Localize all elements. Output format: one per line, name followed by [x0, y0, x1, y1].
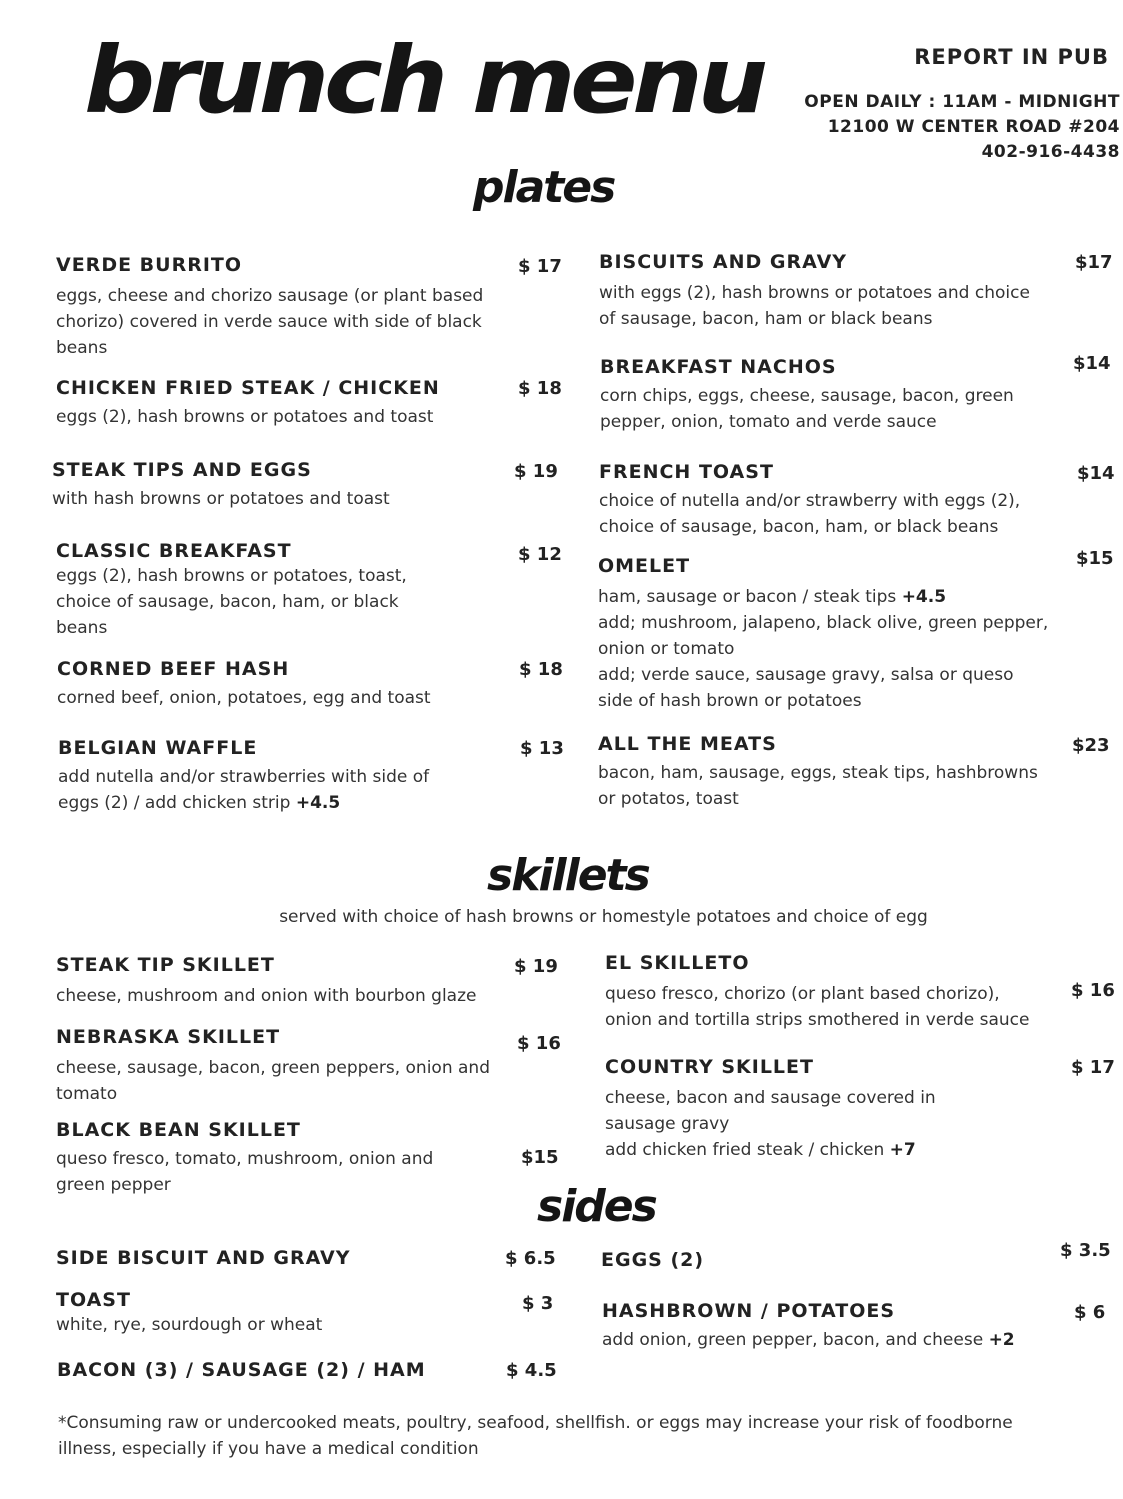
side-item-hashbrown-potatoes: [602, 1299, 1062, 1353]
item-name: CORNED BEEF HASH: [57, 658, 290, 680]
item-desc: with eggs (2), hash browns or potatoes and choice of sausage, bacon, ham or black beans: [599, 283, 1030, 329]
item-price: $ 12: [518, 544, 562, 565]
item-name: BELGIAN WAFFLE: [58, 737, 258, 759]
item-name: BLACK BEAN SKILLET: [56, 1119, 301, 1141]
item-name: BACON (3) / SAUSAGE (2) / HAM: [57, 1359, 426, 1381]
item-price: $ 16: [517, 1033, 561, 1054]
addon-price: +2: [988, 1330, 1015, 1350]
item-name: ALL THE MEATS: [598, 733, 777, 755]
item-price: $ 18: [519, 659, 563, 680]
item-price: $17: [1075, 252, 1113, 273]
item-name: FRENCH TOAST: [599, 461, 774, 483]
item-price: $15: [1076, 548, 1114, 569]
side-item-biscuit-gravy: [56, 1246, 350, 1270]
item-name: STEAK TIPS AND EGGS: [52, 459, 312, 481]
addon-price: +4.5: [295, 793, 341, 813]
menu-item-el-skilleto: [605, 951, 1050, 1033]
item-name: NEBRASKA SKILLET: [56, 1026, 281, 1048]
menu-item-nebraska-skillet: [56, 1025, 506, 1107]
item-name: HASHBROWN / POTATOES: [602, 1300, 896, 1322]
item-price: $14: [1073, 353, 1111, 374]
item-price: $ 17: [518, 256, 562, 277]
item-desc: cheese, bacon and sausage covered in sausage gravy add chicken fried steak / chicken +7: [605, 1088, 936, 1160]
item-price: $ 18: [518, 378, 562, 399]
item-desc: queso fresco, tomato, mushroom, onion and green pepper: [56, 1149, 434, 1195]
address: 12100 W CENTER ROAD #204: [827, 117, 1120, 137]
pub-name: REPORT IN PUB: [914, 45, 1109, 69]
item-price: $ 6: [1074, 1302, 1106, 1323]
item-desc: white, rye, sourdough or wheat: [56, 1315, 323, 1335]
item-desc: corn chips, eggs, cheese, sausage, bacon, green pepper, onion, tomato and verde sauce: [600, 386, 1014, 432]
item-desc: eggs (2), hash browns or potatoes and toast: [56, 407, 434, 427]
item-name: BISCUITS AND GRAVY: [599, 251, 848, 273]
menu-item-all-the-meats: [598, 732, 1058, 812]
sides-heading: sides: [537, 1181, 656, 1232]
menu-item-corned-beef-hash: [57, 657, 517, 711]
item-price: $14: [1077, 463, 1115, 484]
item-desc: bacon, ham, sausage, eggs, steak tips, hashbrowns or potatos, toast: [598, 763, 1038, 809]
item-desc: corned beef, onion, potatoes, egg and toast: [57, 688, 431, 708]
menu-item-belgian-waffle: [58, 736, 458, 816]
side-item-eggs: [601, 1248, 704, 1272]
side-item-toast: [56, 1288, 476, 1338]
menu-item-french-toast: [599, 460, 1049, 540]
item-name: OMELET: [598, 555, 691, 577]
menu-item-verde-burrito: [56, 253, 506, 361]
item-desc: eggs, cheese and chorizo sausage (or plant based chorizo) covered in verde sauce with side of black beans: [56, 286, 484, 358]
item-desc: queso fresco, chorizo (or plant based chorizo), onion and tortilla strips smothered in verde sauce: [605, 984, 1030, 1030]
item-price: $ 4.5: [506, 1360, 557, 1381]
menu-item-black-bean-skillet: [56, 1118, 456, 1198]
skillets-subtitle: served with choice of hash browns or homestyle potatoes and choice of egg: [279, 907, 928, 927]
item-price: $ 17: [1071, 1057, 1115, 1078]
item-name: EGGS (2): [601, 1249, 705, 1271]
menu-item-omelet: [598, 554, 1068, 714]
item-price: $ 19: [514, 461, 558, 482]
side-item-bacon-sausage-ham: [57, 1358, 426, 1382]
item-price: $ 19: [514, 956, 558, 977]
menu-item-classic-breakfast: [56, 539, 431, 641]
item-name: TOAST: [56, 1289, 131, 1311]
item-price: $ 16: [1071, 980, 1115, 1001]
item-name: CLASSIC BREAKFAST: [56, 540, 292, 562]
item-price: $ 6.5: [505, 1248, 556, 1269]
item-price: $15: [521, 1147, 559, 1168]
addon-price: +7: [889, 1140, 916, 1160]
skillets-heading: skillets: [487, 850, 649, 901]
menu-item-steak-tip-skillet: [56, 953, 506, 1009]
addon-price: +4.5: [901, 587, 947, 607]
contact-info: [804, 90, 1120, 165]
item-desc: cheese, mushroom and onion with bourbon glaze: [56, 986, 477, 1006]
item-desc: ham, sausage or bacon / steak tips +4.5 add; mushroom, jalapeno, black olive, green pepper, onion or tomato add; verde sauce, sausage gravy, salsa or queso side of hash brown or potatoes: [598, 587, 1049, 711]
item-name: BREAKFAST NACHOS: [600, 356, 837, 378]
item-price: $23: [1072, 735, 1110, 756]
menu-title: brunch menu: [84, 27, 763, 134]
item-name: EL SKILLETO: [605, 952, 750, 974]
menu-item-biscuits-gravy: [599, 250, 1039, 332]
menu-item-chicken-fried-steak: [56, 376, 516, 430]
hours: OPEN DAILY : 11AM - MIDNIGHT: [804, 92, 1120, 112]
item-desc: cheese, sausage, bacon, green peppers, onion and tomato: [56, 1058, 490, 1104]
disclaimer: *Consuming raw or undercooked meats, poultry, seafood, shellfish. or eggs may increase your risk of foodborne illness, especially if you have a medical condition: [58, 1413, 1013, 1459]
phone: 402-916-4438: [981, 142, 1120, 162]
item-name: STEAK TIP SKILLET: [56, 954, 275, 976]
item-name: COUNTRY SKILLET: [605, 1056, 814, 1078]
item-name: SIDE BISCUIT AND GRAVY: [56, 1247, 351, 1269]
item-desc: choice of nutella and/or strawberry with eggs (2), choice of sausage, bacon, ham, or black beans: [599, 491, 1021, 537]
item-name: CHICKEN FRIED STEAK / CHICKEN: [56, 377, 440, 399]
item-name: VERDE BURRITO: [56, 254, 243, 276]
item-price: $ 13: [520, 738, 564, 759]
item-desc: add onion, green pepper, bacon, and cheese +2: [602, 1330, 1015, 1350]
menu-item-country-skillet: [605, 1055, 965, 1163]
item-desc: eggs (2), hash browns or potatoes, toast, choice of sausage, bacon, ham, or black beans: [56, 566, 407, 638]
plates-heading: plates: [473, 162, 615, 213]
item-price: $ 3: [522, 1293, 554, 1314]
menu-item-breakfast-nachos: [600, 355, 1040, 435]
item-price: $ 3.5: [1060, 1240, 1111, 1261]
item-desc: with hash browns or potatoes and toast: [52, 489, 390, 509]
menu-item-steak-tips-eggs: [52, 458, 512, 512]
item-desc: add nutella and/or strawberries with side of eggs (2) / add chicken strip +4.5: [58, 767, 430, 813]
